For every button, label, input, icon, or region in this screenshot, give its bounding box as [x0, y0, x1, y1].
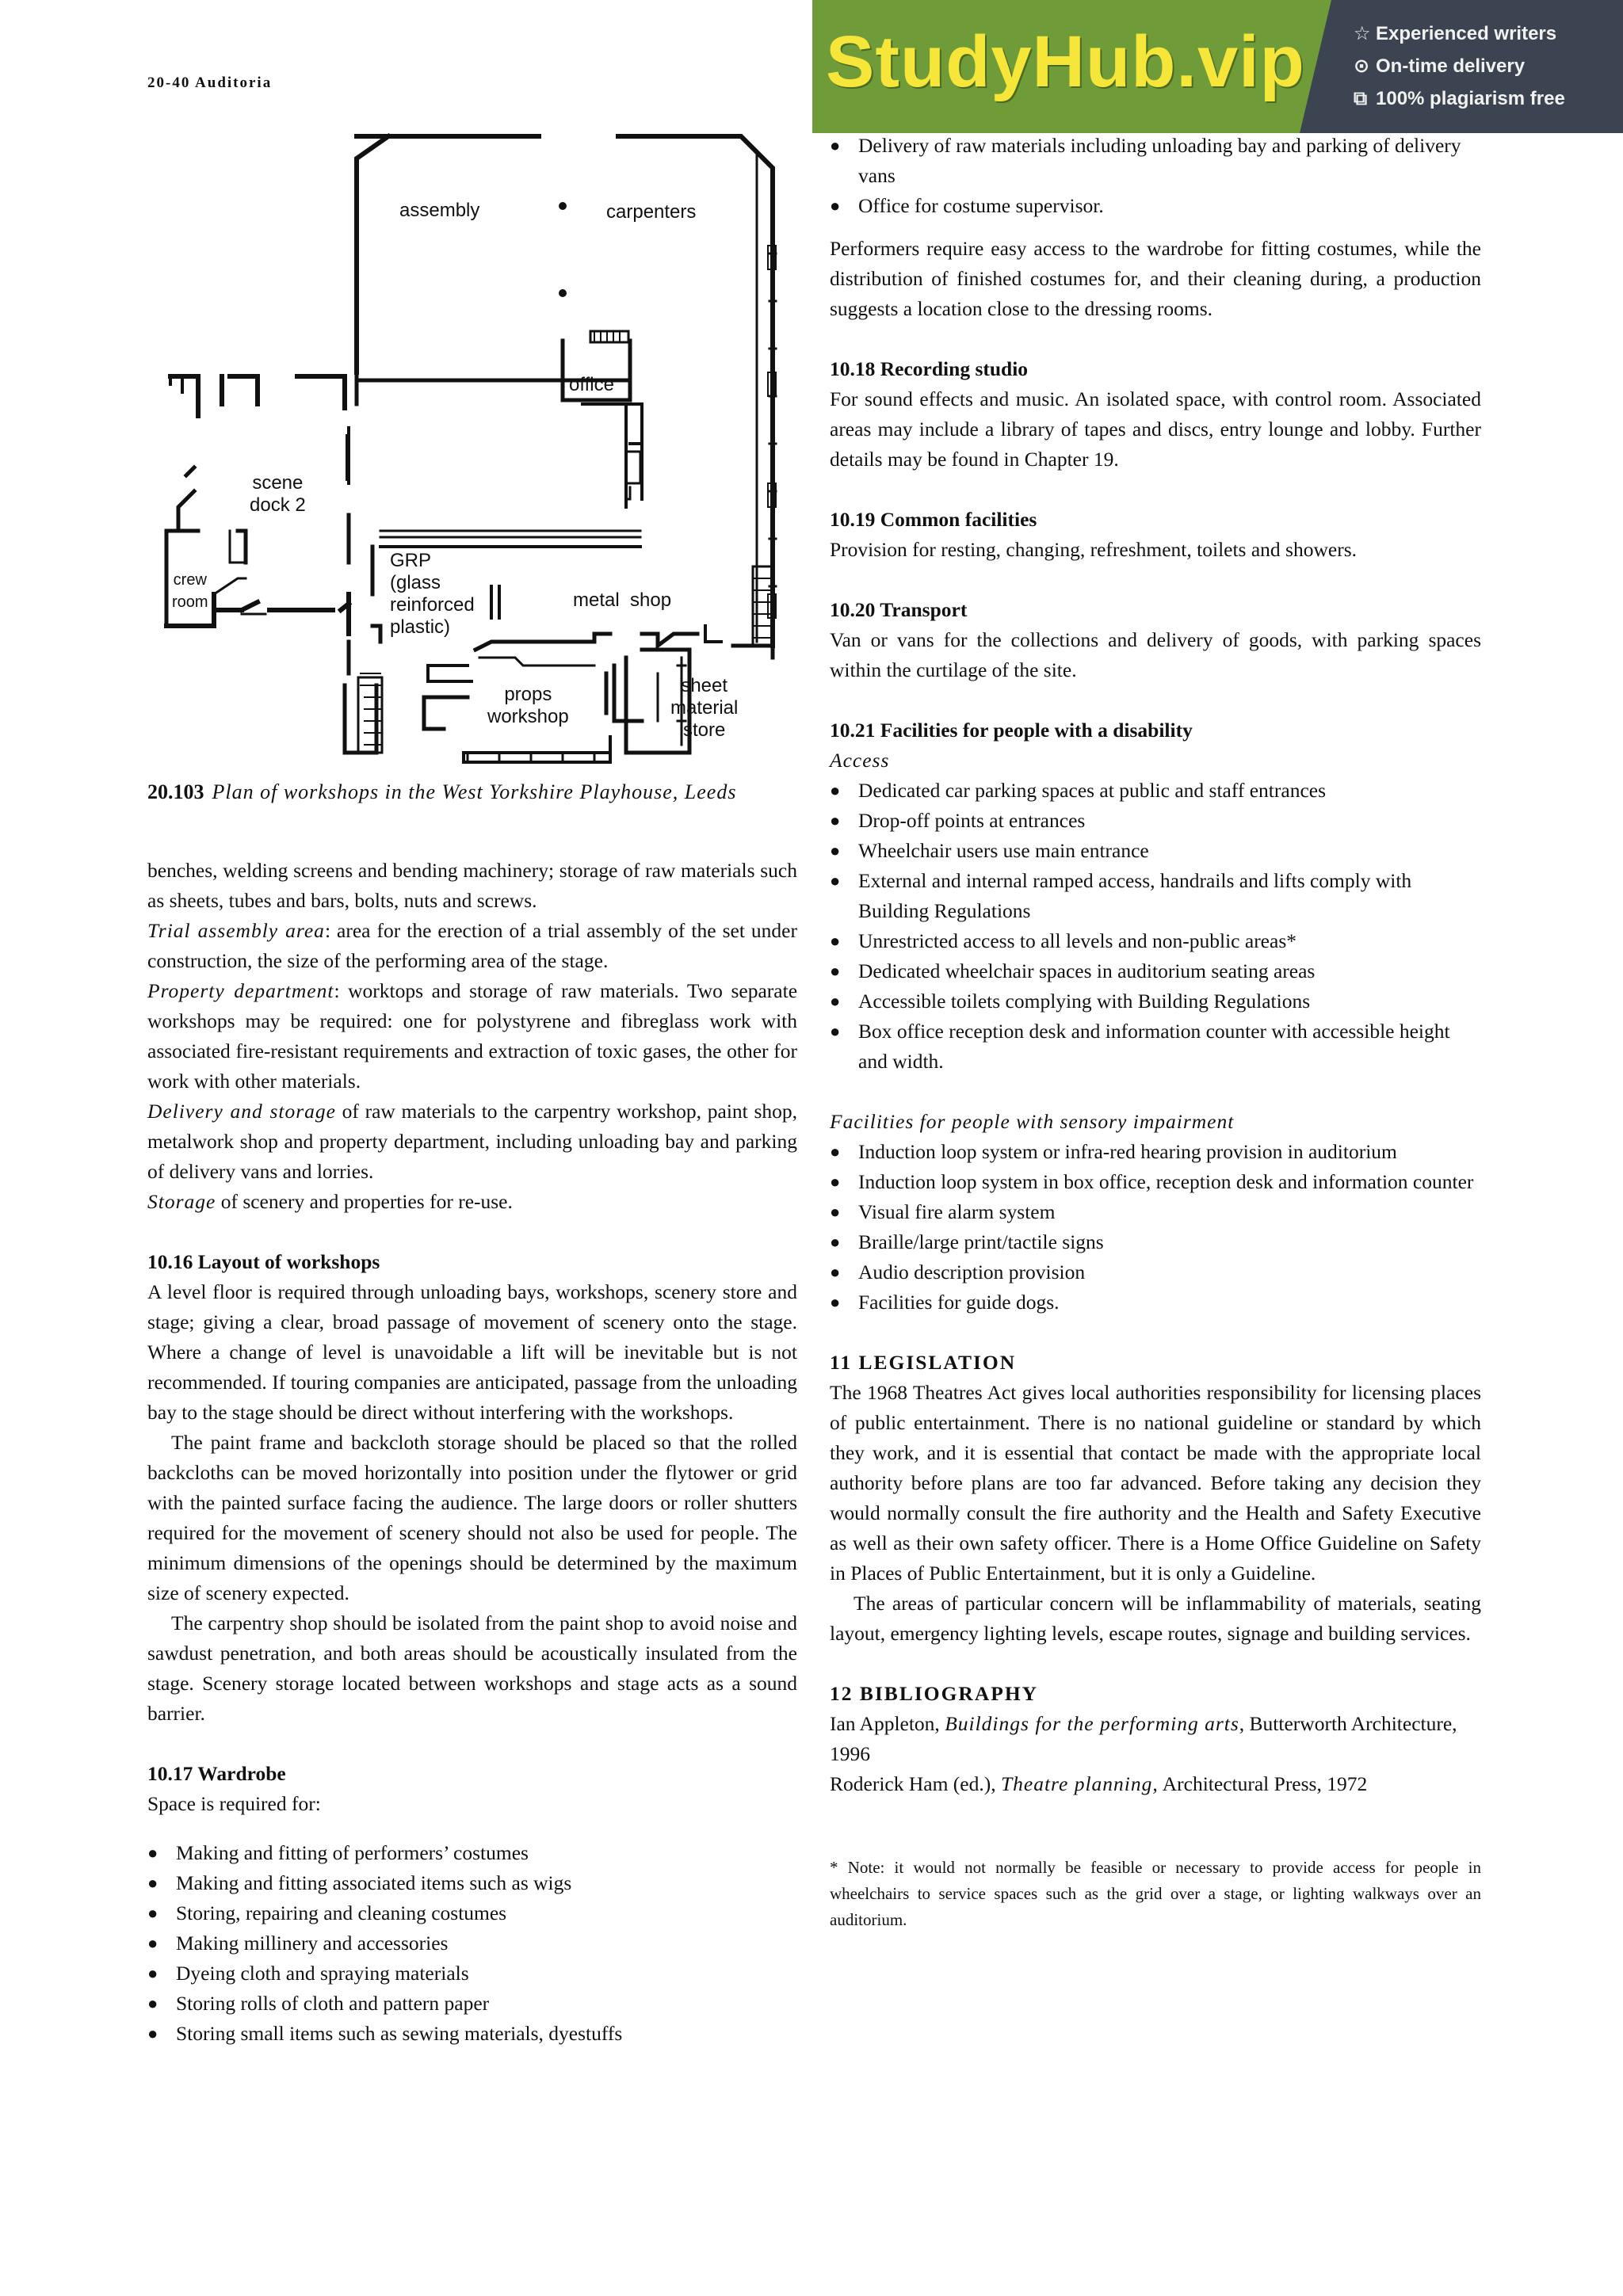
- list-item: ● Office for costume supervisor.: [830, 191, 1481, 221]
- section-heading: 10.20 Transport: [830, 598, 968, 621]
- label-metal-shop: metal shop: [573, 589, 672, 611]
- label-grp: GRP (glass reinforced plastic): [390, 550, 475, 638]
- list-item: ● Braille/large print/tactile signs: [830, 1227, 1481, 1257]
- section-heading: 10.19 Common facilities: [830, 508, 1037, 531]
- label-office: office: [569, 374, 614, 395]
- sensory-list: [830, 1137, 1481, 1318]
- list-item: ● Dyeing cloth and spraying materials: [147, 1958, 797, 1989]
- paragraph: Space is required for:: [147, 1792, 321, 1815]
- list-item: ● Making millinery and accessories: [147, 1928, 797, 1958]
- label-props-workshop: props workshop: [487, 684, 569, 727]
- subheading-access: Access: [830, 749, 890, 772]
- section-heading: 10.16 Layout of workshops: [147, 1250, 380, 1273]
- section-heading: 12 BIBLIOGRAPHY: [830, 1682, 1039, 1705]
- banner-feature: ⧉ 100% plagiarism free: [1354, 82, 1565, 115]
- paragraph: Performers require easy access to the wardrobe for fitting costumes, while the distribution of finished costumes for, and their cleaning during, a production suggests a location close to the dressing rooms.: [830, 237, 1481, 320]
- list-item: ● Delivery of raw materials including unloading bay and parking of delivery vans: [830, 131, 1481, 191]
- paragraph: benches, welding screens and bending machinery; storage of raw materials such as sheets, tubes and bars, bolts, nuts and screws.: [147, 859, 797, 912]
- paragraph: Provision for resting, changing, refreshment, toilets and showers.: [830, 538, 1357, 561]
- list-item: ● Wheelchair users use main entrance: [830, 836, 1481, 866]
- copy-icon: ⧉: [1354, 88, 1368, 109]
- bibliography-entry: Roderick Ham (ed.), Theatre planning, Architectural Press, 1972: [830, 1772, 1368, 1795]
- paragraph: Delivery and storage of raw materials to the carpentry workshop, paint shop, metalwork shop and property department, including unloading bay and parking of delivery vans and lorries.: [147, 1100, 797, 1183]
- paragraph: The 1968 Theatres Act gives local authorities responsibility for licensing places of public entertainment. There is no national guideline or standard by which they work, and it is essential that contact be made with the appropriate local authority before plans are too far advanced. Before taking any decision they would normally consult the fire authority and the Health and Safety Executive as well as their own safety officer. There is a Home Office Guideline on Safety in Places of Public Entertainment, but it is only a Guideline.: [830, 1381, 1481, 1585]
- paragraph: The areas of particular concern will be inflammability of materials, seating layout, emergency lighting levels, escape routes, signage and building services.: [830, 1592, 1481, 1645]
- figure-caption: [147, 780, 736, 804]
- label-crew-room: crew room: [172, 571, 208, 611]
- list-item: ● Facilities for guide dogs.: [830, 1287, 1481, 1318]
- caption-number: 20.103: [147, 780, 204, 803]
- paragraph: Van or vans for the collections and delivery of goods, with parking spaces within the curtilage of the site.: [830, 628, 1481, 681]
- paragraph: For sound effects and music. An isolated space, with control room. Associated areas may include a library of tapes and discs, entry lounge and lobby. Further details may be found in Chapter 19.: [830, 387, 1481, 471]
- section-heading: 10.18 Recording studio: [830, 357, 1029, 380]
- star-icon: ☆: [1354, 23, 1371, 44]
- list-item: ● Storing small items such as sewing materials, dyestuffs: [147, 2019, 797, 2049]
- list-item: ● Unrestricted access to all levels and non-public areas*: [830, 926, 1481, 956]
- wardrobe-list: [147, 1838, 797, 2049]
- list-item: ● Dedicated wheelchair spaces in auditorium seating areas: [830, 956, 1481, 986]
- section-heading: 11 LEGISLATION: [830, 1351, 1017, 1374]
- list-item: ● Making and fitting associated items such as wigs: [147, 1868, 797, 1898]
- list-item: ● Induction loop system or infra-red hearing provision in auditorium: [830, 1137, 1481, 1167]
- paragraph: A level floor is required through unloading bays, workshops, scenery store and stage; giving a clear, broad passage of movement of scenery onto the stage. Where a change of level is unavoidable a lift will be inevitable but is not recommended. If touring companies are anticipated, passage from the unloading bay to the stage should be direct without interfering with the workshops.: [147, 1280, 797, 1424]
- list-item: ● Induction loop system in box office, reception desk and information counter: [830, 1167, 1481, 1197]
- access-list: [830, 776, 1481, 1077]
- running-head: 20-40 Auditoria: [147, 74, 273, 91]
- list-item: ● Storing, repairing and cleaning costumes: [147, 1898, 797, 1928]
- label-carpenters: carpenters: [606, 201, 697, 223]
- label-scene-dock: scene dock 2: [250, 472, 306, 516]
- right-column: [830, 131, 1481, 1933]
- bibliography-entry: Ian Appleton, Buildings for the performing arts, Butterworth Architecture, 1996: [830, 1712, 1457, 1765]
- workshop-floor-plan: [151, 119, 800, 776]
- list-item: ● Storing rolls of cloth and pattern paper: [147, 1989, 797, 2019]
- list-item: ● Making and fitting of performers’ costumes: [147, 1838, 797, 1868]
- list-item: ● Drop-off points at entrances: [830, 806, 1481, 836]
- paragraph: Trial assembly area: area for the erection of a trial assembly of the set under construction, the size of the performing area of the stage.: [147, 919, 797, 972]
- wardrobe-list-continued: [830, 131, 1481, 221]
- paragraph: The paint frame and backcloth storage should be placed so that the rolled backcloths can be moved horizontally into position under the flytower or grid with the painted surface facing the audience. The large doors or roller shutters required for the movement of scenery should not also be used for people. The minimum dimensions of the openings should be determined by the maximum size of scenery expected.: [147, 1431, 797, 1604]
- left-column: [147, 856, 797, 2049]
- caption-text: Plan of workshops in the West Yorkshire Playhouse, Leeds: [212, 780, 737, 803]
- list-item: ● Box office reception desk and information counter with accessible height and width.: [830, 1016, 1481, 1077]
- paragraph: Storage of scenery and properties for re-use.: [147, 1190, 513, 1213]
- list-item: ● Dedicated car parking spaces at public and staff entrances: [830, 776, 1481, 806]
- list-item: ● Audio description provision: [830, 1257, 1481, 1287]
- section-heading: 10.17 Wardrobe: [147, 1762, 286, 1785]
- label-sheet-material-store: sheet material store: [670, 675, 739, 741]
- list-item: ● Accessible toilets complying with Building Regulations: [830, 986, 1481, 1016]
- paragraph: Property department: worktops and storage of raw materials. Two separate workshops may be required: one for polystyrene and fibreglass work with associated fire-resistant requirements and extraction of toxic gases, the other for work with other materials.: [147, 979, 798, 1093]
- banner-feature-list: [1354, 17, 1565, 115]
- list-item: ● External and internal ramped access, handrails and lifts comply with Building Regulations: [830, 866, 1481, 926]
- banner-feature: ☆ Experienced writers: [1354, 17, 1565, 50]
- studyhub-logo[interactable]: StudyHub.vip: [826, 21, 1305, 102]
- footnote: * Note: it would not normally be feasible or necessary to provide access for people in wheelchairs to service spaces such as the grid over a stage, or lighting walkways over an auditorium.: [830, 1858, 1481, 1929]
- paragraph: The carpentry shop should be isolated from the paint shop to avoid noise and sawdust penetration, and both areas should be acoustically insulated from the stage. Scenery storage located between workshops and stage acts as a sound barrier.: [147, 1611, 797, 1725]
- label-assembly: assembly: [399, 200, 480, 221]
- banner-feature: ⊙ On-time delivery: [1354, 50, 1565, 82]
- clock-icon: ⊙: [1354, 55, 1370, 77]
- subheading-sensory: Facilities for people with sensory impairment: [830, 1110, 1235, 1133]
- list-item: ● Visual fire alarm system: [830, 1197, 1481, 1227]
- section-heading: 10.21 Facilities for people with a disability: [830, 719, 1193, 742]
